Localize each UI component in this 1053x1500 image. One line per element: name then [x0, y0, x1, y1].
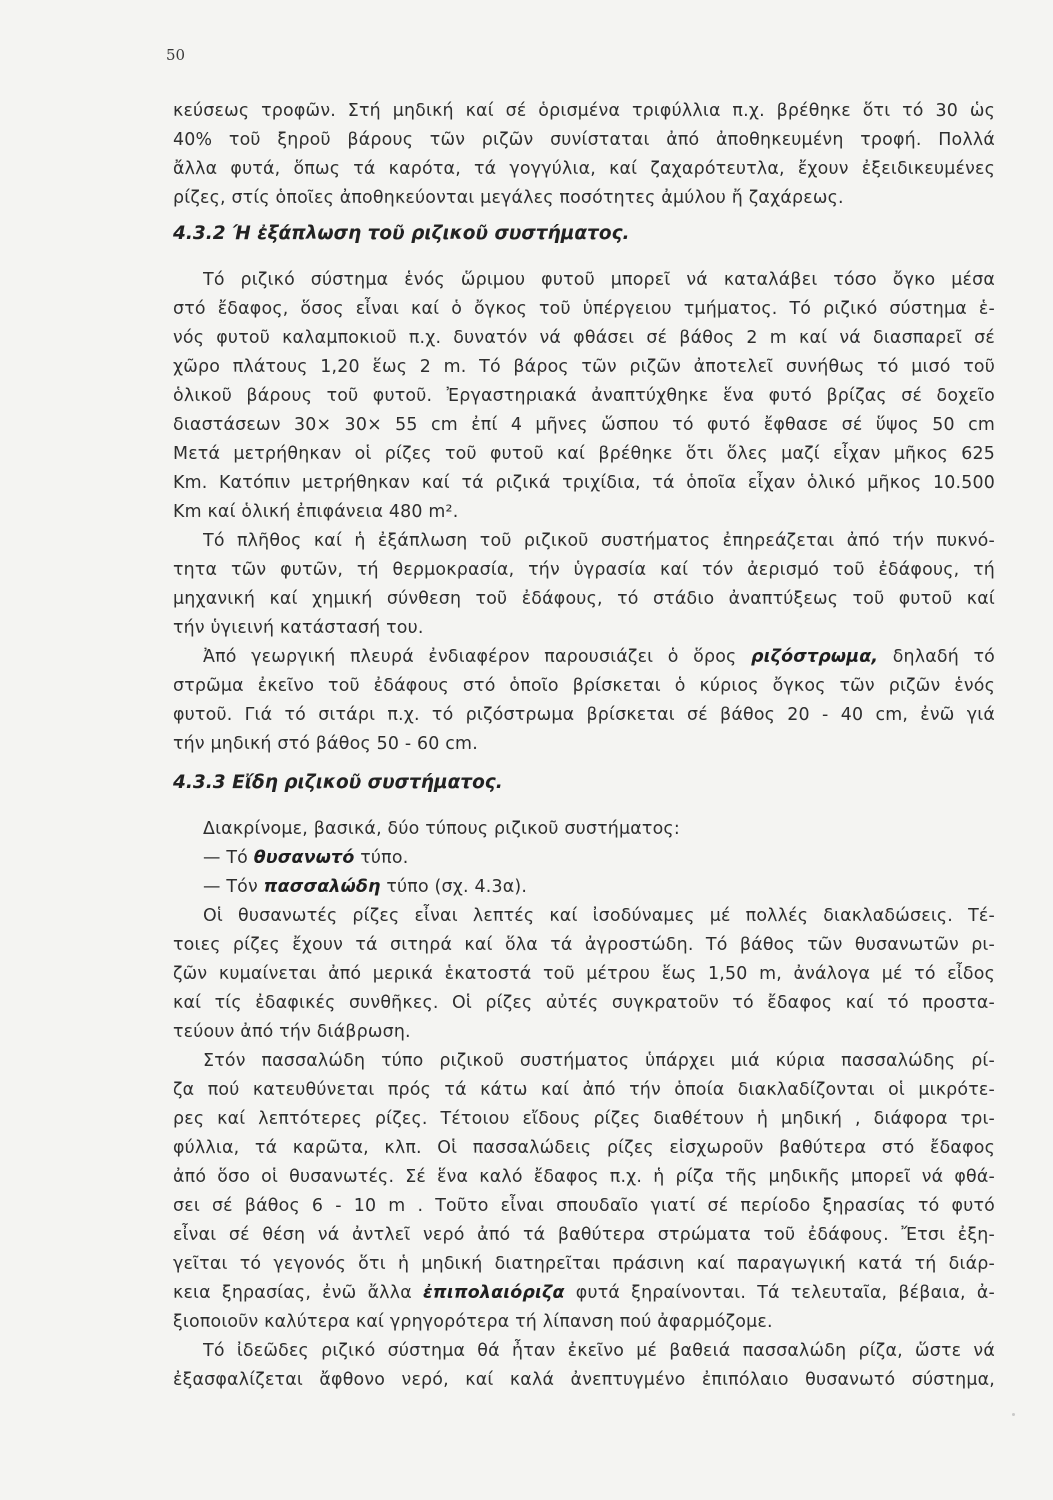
- text-run: φυτά ξηραίνονται. Τά τελευταῖα, βέβαια, ἀ-: [575, 1283, 995, 1303]
- body-line: Στόν πασσαλώδη τύπο ριζικοῦ συστήματος ὑπάρχει μιά κύρια πασσαλώδης ρί-: [203, 1051, 995, 1071]
- text-run: — Τό: [203, 848, 248, 868]
- section-title: Εἴδη ριζικοῦ συστήματος.: [232, 772, 503, 793]
- body-line: μηχανική καί χημική σύνθεση τοῦ ἐδάφους, τό στάδιο ἀναπτύξεως τοῦ φυτοῦ καί: [173, 589, 995, 609]
- scan-speck: [1012, 1413, 1015, 1416]
- body-line: Km. Κατόπιν μετρήθηκαν καί τά ριζικά τριχίδια, τά ὁποῖα εἶχαν ὁλικό μῆκος 10.500: [173, 473, 995, 493]
- body-line: ζῶν κυμαίνεται ἀπό μερικά ἑκατοστά τοῦ μέτρου ἕως 1,50 m, ἀνάλογα μέ τό εἶδος: [173, 964, 995, 984]
- section-heading-4-3-2: [173, 223, 630, 244]
- body-line: τεύουν ἀπό τήν διάβρωση.: [173, 1022, 411, 1042]
- body-line: κεύσεως τροφῶν. Στή μηδική καί σέ ὁρισμένα τριφύλλια π.χ. βρέθηκε ὅτι τό 30 ὡς: [173, 101, 995, 121]
- body-line: Km καί ὁλική ἐπιφάνεια 480 m².: [173, 502, 459, 522]
- text-run: τύπο (σχ. 4.3α).: [386, 877, 528, 897]
- body-line: Μετά μετρήθηκαν οἱ ρίζες τοῦ φυτοῦ καί βρέθηκε ὅτι ὅλες μαζί εἶχαν μῆκος 625: [173, 444, 995, 464]
- term-epipolaioriza: ἐπιπολαιόριζα: [423, 1283, 565, 1303]
- body-line: [203, 643, 995, 672]
- body-line: ξιοποιοῦν καλύτερα καί γρηγορότερα τή λίπανση πού ἀφαρμόζομε.: [173, 1312, 773, 1332]
- section-number: 4.3.3: [173, 772, 226, 793]
- body-line: τητα τῶν φυτῶν, τή θερμοκρασία, τήν ὑγρασία καί τόν ἀερισμό τοῦ ἐδάφους, τή: [173, 560, 995, 580]
- body-line: ἄλλα φυτά, ὅπως τά καρότα, τά γογγύλια, καί ζαχαρότευτλα, ἔχουν ἐξειδικευμένες: [173, 159, 995, 179]
- body-line: ὁλικοῦ βάρους τοῦ φυτοῦ. Ἐργαστηριακά ἀναπτύχθηκε ἕνα φυτό βρίζας σέ δοχεῖο: [173, 386, 995, 406]
- body-line: 40% τοῦ ξηροῦ βάρους τῶν ριζῶν συνίσταται ἀπό ἀποθηκευμένη τροφή. Πολλά: [173, 130, 995, 150]
- body-line: σει σέ βάθος 6 - 10 m . Τοῦτο εἶναι σπουδαῖο γιατί σέ περίοδο ξηρασίας τό φυτό: [173, 1196, 995, 1216]
- body-line: ρίζες, στίς ὁποῖες ἀποθηκεύονται μεγάλες ποσότητες ἀμύλου ἤ ζαχάρεως.: [173, 188, 844, 208]
- body-line: νός φυτοῦ καλαμποκιοῦ π.χ. δυνατόν νά φθάσει σέ βάθος 2 m καί νά διασπαρεῖ σέ: [173, 328, 995, 348]
- body-line: [173, 1279, 995, 1308]
- list-item-passalodi: [203, 873, 995, 902]
- page-number: 50: [166, 46, 186, 64]
- text-run: κεια ξηρασίας, ἐνῶ ἄλλα: [173, 1283, 412, 1303]
- body-line: τοιες ρίζες ἔχουν τά σιτηρά καί ὅλα τά ἀγροστώδη. Τό βάθος τῶν θυσανωτῶν ρι-: [173, 935, 995, 955]
- body-line: εἶναι σέ θέση νά ἀντλεῖ νερό ἀπό τά βαθύτερα στρώματα τοῦ ἐδάφους. Ἔτσι ἐξη-: [173, 1225, 995, 1245]
- term-passalodi: πασσαλώδη: [263, 877, 381, 897]
- term-thysanoto: θυσανωτό: [253, 848, 355, 868]
- body-line: Τό πλῆθος καί ἡ ἐξάπλωση τοῦ ριζικοῦ συστήματος ἐπηρεάζεται ἀπό τήν πυκνό-: [203, 531, 995, 551]
- body-line: Διακρίνομε, βασικά, δύο τύπους ριζικοῦ συστήματος:: [203, 819, 680, 839]
- body-line: διαστάσεων 30× 30× 55 cm ἐπί 4 μῆνες ὥσπου τό φυτό ἔφθασε σέ ὕψος 50 cm: [173, 415, 995, 435]
- text-run: τύπο.: [360, 848, 409, 868]
- text-run: Ἀπό γεωργική πλευρά ἐνδιαφέρον παρουσιάζει ὁ ὅρος: [203, 647, 737, 667]
- body-line: Οἱ θυσανωτές ρίζες εἶναι λεπτές καί ἰσοδύναμες μέ πολλές διακλαδώσεις. Τέ-: [203, 906, 995, 926]
- body-line: χῶρο πλάτους 1,20 ἕως 2 m. Τό βάρος τῶν ριζῶν ἀποτελεῖ συνήθως τό μισό τοῦ: [173, 357, 995, 377]
- body-line: καί τίς ἐδαφικές συνθῆκες. Οἱ ρίζες αὐτές συγκρατοῦν τό ἔδαφος καί τό προστα-: [173, 993, 995, 1013]
- body-line: Τό ριζικό σύστημα ἑνός ὥριμου φυτοῦ μπορεῖ νά καταλάβει τόσο ὄγκο μέσα: [203, 270, 995, 290]
- body-line: φυτοῦ. Γιά τό σιτάρι π.χ. τό ριζόστρωμα βρίσκεται σέ βάθος 20 - 40 cm, ἐνῶ γιά: [173, 705, 995, 725]
- section-heading-4-3-3: [173, 772, 503, 793]
- body-line: ἀπό ὅσο οἱ θυσανωτές. Σέ ἕνα καλό ἔδαφος π.χ. ἡ ρίζα τῆς μηδικῆς μπορεῖ νά φθά-: [173, 1167, 995, 1187]
- body-line: στό ἔδαφος, ὅσος εἶναι καί ὁ ὄγκος τοῦ ὑπέργειου τμήματος. Τό ριζικό σύστημα ἑ-: [173, 299, 995, 319]
- text-run: δηλαδή τό: [892, 647, 995, 667]
- section-title: Ή ἐξάπλωση τοῦ ριζικοῦ συστήματος.: [232, 223, 630, 244]
- list-item-thysanoto: [203, 844, 995, 873]
- section-number: 4.3.2: [173, 223, 226, 244]
- term-rizostroma: ριζόστρωμα,: [750, 647, 879, 667]
- body-line: ζα πού κατευθύνεται πρός τά κάτω καί ἀπό τήν ὁποία διακλαδίζονται οἱ μικρότε-: [173, 1080, 995, 1100]
- body-line: Τό ἰδεῶδες ριζικό σύστημα θά ἦταν ἐκεῖνο μέ βαθειά πασσαλώδη ρίζα, ὥστε νά: [203, 1341, 995, 1361]
- body-line: γεῖται τό γεγονός ὅτι ἡ μηδική διατηρεῖται πράσινη καί παραγωγική κατά τή διάρ-: [173, 1254, 995, 1274]
- body-line: ἐξασφαλίζεται ἄφθονο νερό, καί καλά ἀνεπτυγμένο ἐπιπόλαιο θυσανωτό σύστημα,: [173, 1370, 995, 1390]
- text-run: — Τόν: [203, 877, 258, 897]
- body-line: φύλλια, τά καρῶτα, κλπ. Οἱ πασσαλώδεις ρίζες εἰσχωροῦν βαθύτερα στό ἔδαφος: [173, 1138, 995, 1158]
- body-line: τήν ὑγιεινή κατάστασή του.: [173, 618, 424, 638]
- body-line: τήν μηδική στό βάθος 50 - 60 cm.: [173, 734, 478, 754]
- body-line: ρες καί λεπτότερες ρίζες. Τέτοιου εἴδους ρίζες διαθέτουν ἡ μηδική , διάφορα τρι-: [173, 1109, 995, 1129]
- body-line: στρῶμα ἐκεῖνο τοῦ ἐδάφους στό ὁποῖο βρίσκεται ὁ κύριος ὄγκος τῶν ριζῶν ἑνός: [173, 676, 995, 696]
